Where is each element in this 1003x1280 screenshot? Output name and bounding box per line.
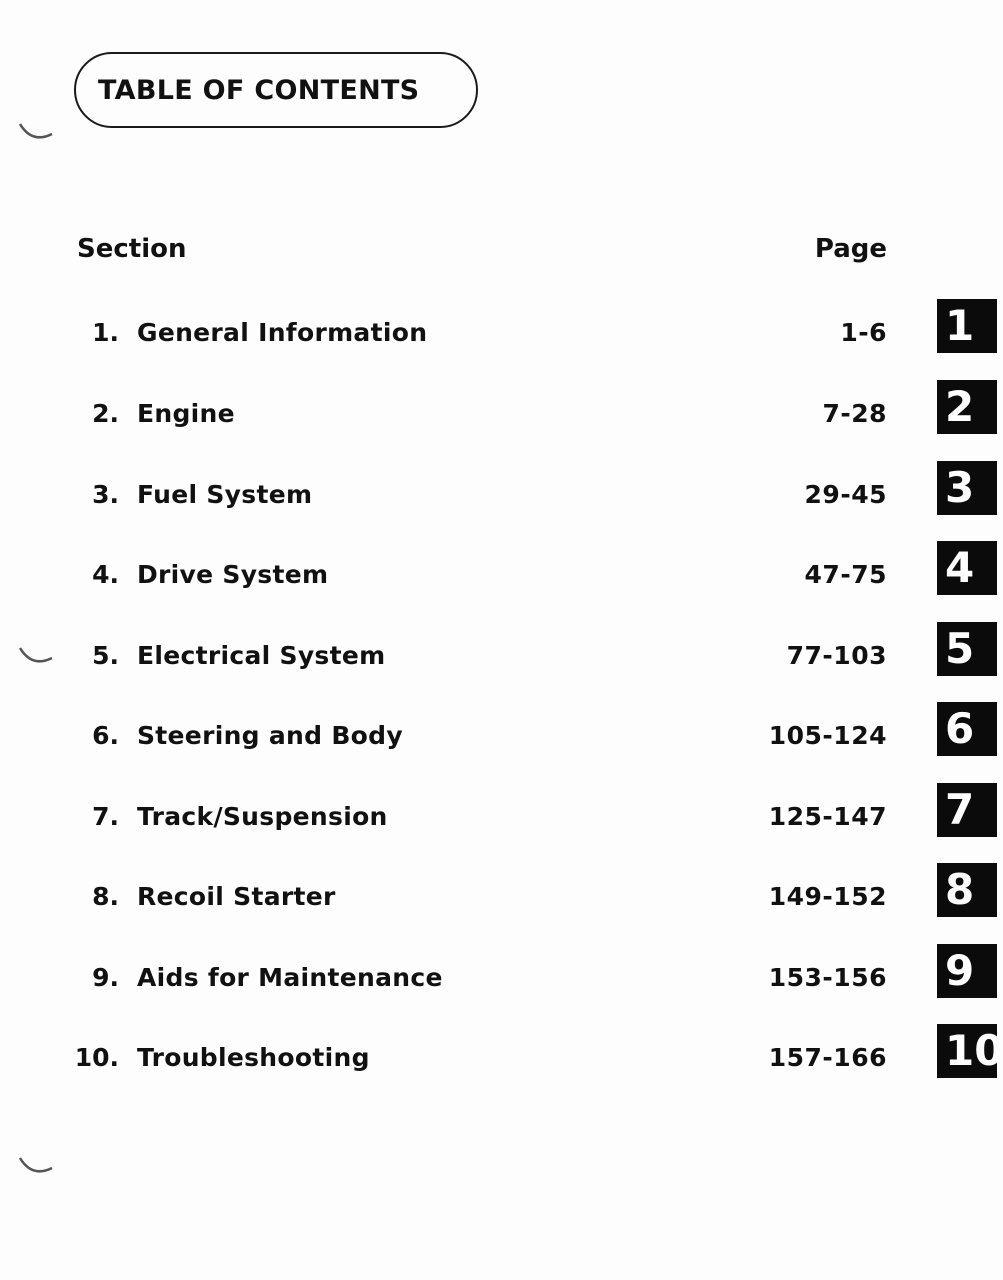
entry-pages: 153-156: [768, 963, 887, 992]
toc-entry[interactable]: [0, 382, 987, 434]
entry-number: 7.: [92, 802, 119, 831]
page-title: TABLE OF CONTENTS: [98, 74, 420, 106]
entry-number: 1.: [92, 318, 119, 347]
entry-pages: 1-6: [840, 318, 887, 347]
entry-pages: 29-45: [804, 480, 887, 509]
binder-hole-mark: [18, 122, 54, 142]
entry-title[interactable]: Electrical System: [137, 641, 386, 670]
section-tab[interactable]: 9: [937, 944, 997, 998]
section-tab[interactable]: 4: [937, 541, 997, 595]
section-tab[interactable]: 3: [937, 461, 997, 515]
entry-pages: 125-147: [768, 802, 887, 831]
toc-entry[interactable]: [0, 624, 987, 676]
section-column-header: Section: [77, 234, 187, 264]
toc-entry[interactable]: [0, 865, 987, 917]
entry-title[interactable]: Recoil Starter: [137, 882, 336, 911]
entry-pages: 7-28: [822, 399, 887, 428]
section-tab[interactable]: 6: [937, 702, 997, 756]
entry-title[interactable]: Troubleshooting: [137, 1043, 370, 1072]
toc-entry[interactable]: [0, 463, 987, 515]
entry-title[interactable]: Engine: [137, 399, 235, 428]
entry-number: 5.: [92, 641, 119, 670]
entry-pages: 157-166: [768, 1043, 887, 1072]
entry-title[interactable]: Fuel System: [137, 480, 313, 509]
entry-title[interactable]: General Information: [137, 318, 428, 347]
toc-entry[interactable]: [0, 704, 987, 756]
toc-entry[interactable]: [0, 543, 987, 595]
entry-number: 2.: [92, 399, 119, 428]
entry-pages: 105-124: [768, 721, 887, 750]
page-column-header: Page: [814, 234, 887, 264]
entry-title[interactable]: Aids for Maintenance: [137, 963, 443, 992]
section-tab[interactable]: 7: [937, 783, 997, 837]
section-tab[interactable]: 2: [937, 380, 997, 434]
entry-number: 8.: [92, 882, 119, 911]
section-tab[interactable]: 1: [937, 299, 997, 353]
entry-number: 3.: [92, 480, 119, 509]
entry-title[interactable]: Steering and Body: [137, 721, 403, 750]
toc-entry[interactable]: [0, 946, 987, 998]
entry-number: 4.: [92, 560, 119, 589]
toc-entry[interactable]: [0, 785, 987, 837]
entry-number: 6.: [92, 721, 119, 750]
section-tab[interactable]: 10: [937, 1024, 997, 1078]
entry-title[interactable]: Track/Suspension: [137, 802, 388, 831]
title-box: [74, 52, 478, 128]
section-tab[interactable]: 5: [937, 622, 997, 676]
entry-pages: 149-152: [768, 882, 887, 911]
entry-number: 10.: [74, 1043, 119, 1072]
toc-entry[interactable]: [0, 1026, 1003, 1078]
entry-title[interactable]: Drive System: [137, 560, 329, 589]
section-tab[interactable]: 8: [937, 863, 997, 917]
entry-pages: 47-75: [804, 560, 887, 589]
entry-number: 9.: [92, 963, 119, 992]
entry-pages: 77-103: [786, 641, 887, 670]
toc-entry[interactable]: [0, 301, 987, 353]
binder-hole-mark: [18, 1156, 54, 1176]
